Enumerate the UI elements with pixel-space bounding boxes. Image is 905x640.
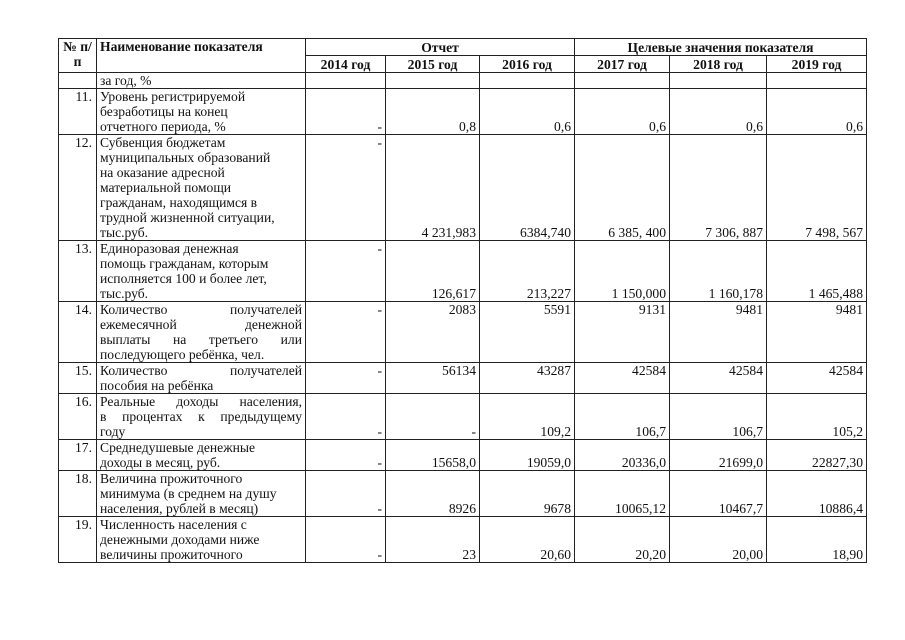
value-cell: 4 231,983 — [386, 135, 480, 241]
value-cell: 19059,0 — [480, 440, 575, 471]
value-cell: 15658,0 — [386, 440, 480, 471]
indicator-name — [97, 363, 306, 394]
table-row — [59, 363, 867, 394]
value-cell: 9481 — [767, 302, 867, 363]
indicator-name-line: муниципальных образований — [100, 150, 271, 165]
row-number: 12. — [59, 135, 97, 241]
indicator-name-line: пособия на ребёнка — [100, 378, 214, 393]
value-cell: 126,617 — [386, 241, 480, 302]
row-number: 13. — [59, 241, 97, 302]
dash-mark: - — [377, 241, 382, 256]
value-cell: 1 465,488 — [767, 241, 867, 302]
value-cell: 42584 — [670, 363, 767, 394]
value-cell: 22827,30 — [767, 440, 867, 471]
indicator-name-line: населения, рублей в месяц) — [100, 501, 259, 516]
value-cell: - — [306, 517, 386, 563]
indicator-name — [97, 440, 306, 471]
value-cell: 1 160,178 — [670, 241, 767, 302]
value-cell: - — [306, 89, 386, 135]
value-cell: 6384,740 — [480, 135, 575, 241]
row-number: 11. — [59, 89, 97, 135]
indicator-name-line: выплаты на третьего или — [100, 332, 302, 347]
table-row — [59, 89, 867, 135]
indicator-name-line: гражданам, находящимся в — [100, 195, 258, 210]
indicator-name — [97, 394, 306, 440]
value-cell: 6 385, 400 — [575, 135, 670, 241]
value-cell: - — [306, 440, 386, 471]
header-name-label: Наименование показателя — [100, 39, 263, 54]
row-number: 18. — [59, 471, 97, 517]
continuation-text: за год, % — [97, 73, 306, 89]
value-cell — [306, 302, 386, 363]
header-report: Отчет — [306, 39, 575, 56]
value-cell: 5591 — [480, 302, 575, 363]
indicator-name — [97, 517, 306, 563]
value-cell: 43287 — [480, 363, 575, 394]
indicator-name-line: на оказание адресной — [100, 165, 225, 180]
table-row — [59, 517, 867, 563]
dash-mark: - — [377, 302, 382, 317]
indicator-name — [97, 471, 306, 517]
value-cell: 0,6 — [767, 89, 867, 135]
row-number: 16. — [59, 394, 97, 440]
value-cell: 21699,0 — [670, 440, 767, 471]
indicator-name — [97, 89, 306, 135]
value-cell: - — [306, 471, 386, 517]
indicator-name-line: тыс.руб. — [100, 225, 149, 240]
header-name — [97, 39, 306, 73]
continuation-idx — [59, 73, 97, 89]
value-cell: - — [386, 394, 480, 440]
value-cell: 8926 — [386, 471, 480, 517]
indicator-name-line: тыс.руб. — [100, 286, 149, 301]
table-row — [59, 394, 867, 440]
value-cell: 18,90 — [767, 517, 867, 563]
indicator-name-line: в процентах к предыдущему — [100, 409, 302, 424]
row-number: 19. — [59, 517, 97, 563]
indicator-name-line: Численность населения с — [100, 517, 247, 532]
indicator-name-line: безработицы на конец — [100, 104, 228, 119]
indicator-name — [97, 135, 306, 241]
indicator-name — [97, 302, 306, 363]
indicator-name-line: ежемесячной денежной — [100, 317, 302, 332]
indicator-name-line: Единоразовая денежная — [100, 241, 239, 256]
value-cell: 9481 — [670, 302, 767, 363]
value-cell: 0,8 — [386, 89, 480, 135]
indicator-name-line: исполняется 100 и более лет, — [100, 271, 267, 286]
value-cell: - — [306, 394, 386, 440]
value-cell: 10065,12 — [575, 471, 670, 517]
value-cell: 106,7 — [575, 394, 670, 440]
header-year: 2014 год — [306, 56, 386, 73]
value-cell: 9131 — [575, 302, 670, 363]
value-cell: 7 306, 887 — [670, 135, 767, 241]
indicator-name-line: трудной жизненной ситуации, — [100, 210, 275, 225]
value-cell: 213,227 — [480, 241, 575, 302]
header-target: Целевые значения показателя — [575, 39, 867, 56]
header-year: 2016 год — [480, 56, 575, 73]
value-cell — [306, 241, 386, 302]
value-cell: 10886,4 — [767, 471, 867, 517]
indicator-name-line: материальной помощи — [100, 180, 232, 195]
header-num-label: № п/п — [63, 39, 92, 69]
indicator-name-line: помощь гражданам, которым — [100, 256, 269, 271]
value-cell: 9678 — [480, 471, 575, 517]
indicator-name-line: Величина прожиточного — [100, 471, 243, 486]
header-num — [59, 39, 97, 73]
value-cell: 105,2 — [767, 394, 867, 440]
table-row — [59, 135, 867, 241]
indicator-name-line: Количество получателей — [100, 302, 302, 317]
value-cell: 56134 — [386, 363, 480, 394]
indicator-name-line: Среднедушевые денежные — [100, 440, 256, 455]
indicator-name-line: Уровень регистрируемой — [100, 89, 246, 104]
value-cell — [306, 363, 386, 394]
value-cell: 7 498, 567 — [767, 135, 867, 241]
indicator-name-line: отчетного периода, % — [100, 119, 226, 134]
value-cell: 42584 — [767, 363, 867, 394]
indicator-name-line: денежными доходами ниже — [100, 532, 260, 547]
indicator-name-line: Субвенция бюджетам — [100, 135, 226, 150]
indicator-name-line: году — [100, 424, 126, 439]
value-cell: 0,6 — [575, 89, 670, 135]
table-row — [59, 440, 867, 471]
value-cell: 106,7 — [670, 394, 767, 440]
table-row — [59, 471, 867, 517]
value-cell: 20336,0 — [575, 440, 670, 471]
indicators-table — [58, 38, 867, 563]
value-cell: 0,6 — [480, 89, 575, 135]
continuation-row — [59, 73, 867, 89]
dash-mark: - — [377, 363, 382, 378]
indicator-name-line: Реальные доходы населения, — [100, 394, 302, 409]
header-year: 2015 год — [386, 56, 480, 73]
indicator-name — [97, 241, 306, 302]
table-body — [59, 73, 867, 563]
indicator-name-line: Количество получателей — [100, 363, 302, 378]
header-year: 2019 год — [767, 56, 867, 73]
header-year: 2017 год — [575, 56, 670, 73]
value-cell: 0,6 — [670, 89, 767, 135]
value-cell: 20,20 — [575, 517, 670, 563]
row-number: 15. — [59, 363, 97, 394]
value-cell: 20,60 — [480, 517, 575, 563]
document-page — [58, 38, 867, 563]
value-cell — [306, 135, 386, 241]
value-cell: 20,00 — [670, 517, 767, 563]
dash-mark: - — [377, 135, 382, 150]
indicator-name-line: доходы в месяц, руб. — [100, 455, 221, 470]
indicator-name-line: величины прожиточного — [100, 547, 243, 562]
header-year: 2018 год — [670, 56, 767, 73]
value-cell: 42584 — [575, 363, 670, 394]
value-cell: 23 — [386, 517, 480, 563]
row-number: 14. — [59, 302, 97, 363]
table-row — [59, 241, 867, 302]
value-cell: 109,2 — [480, 394, 575, 440]
indicator-name-line: последующего ребёнка, чел. — [100, 347, 265, 362]
value-cell: 10467,7 — [670, 471, 767, 517]
table-row — [59, 302, 867, 363]
row-number: 17. — [59, 440, 97, 471]
indicator-name-line: минимума (в среднем на душу — [100, 486, 277, 501]
value-cell: 1 150,000 — [575, 241, 670, 302]
value-cell: 2083 — [386, 302, 480, 363]
